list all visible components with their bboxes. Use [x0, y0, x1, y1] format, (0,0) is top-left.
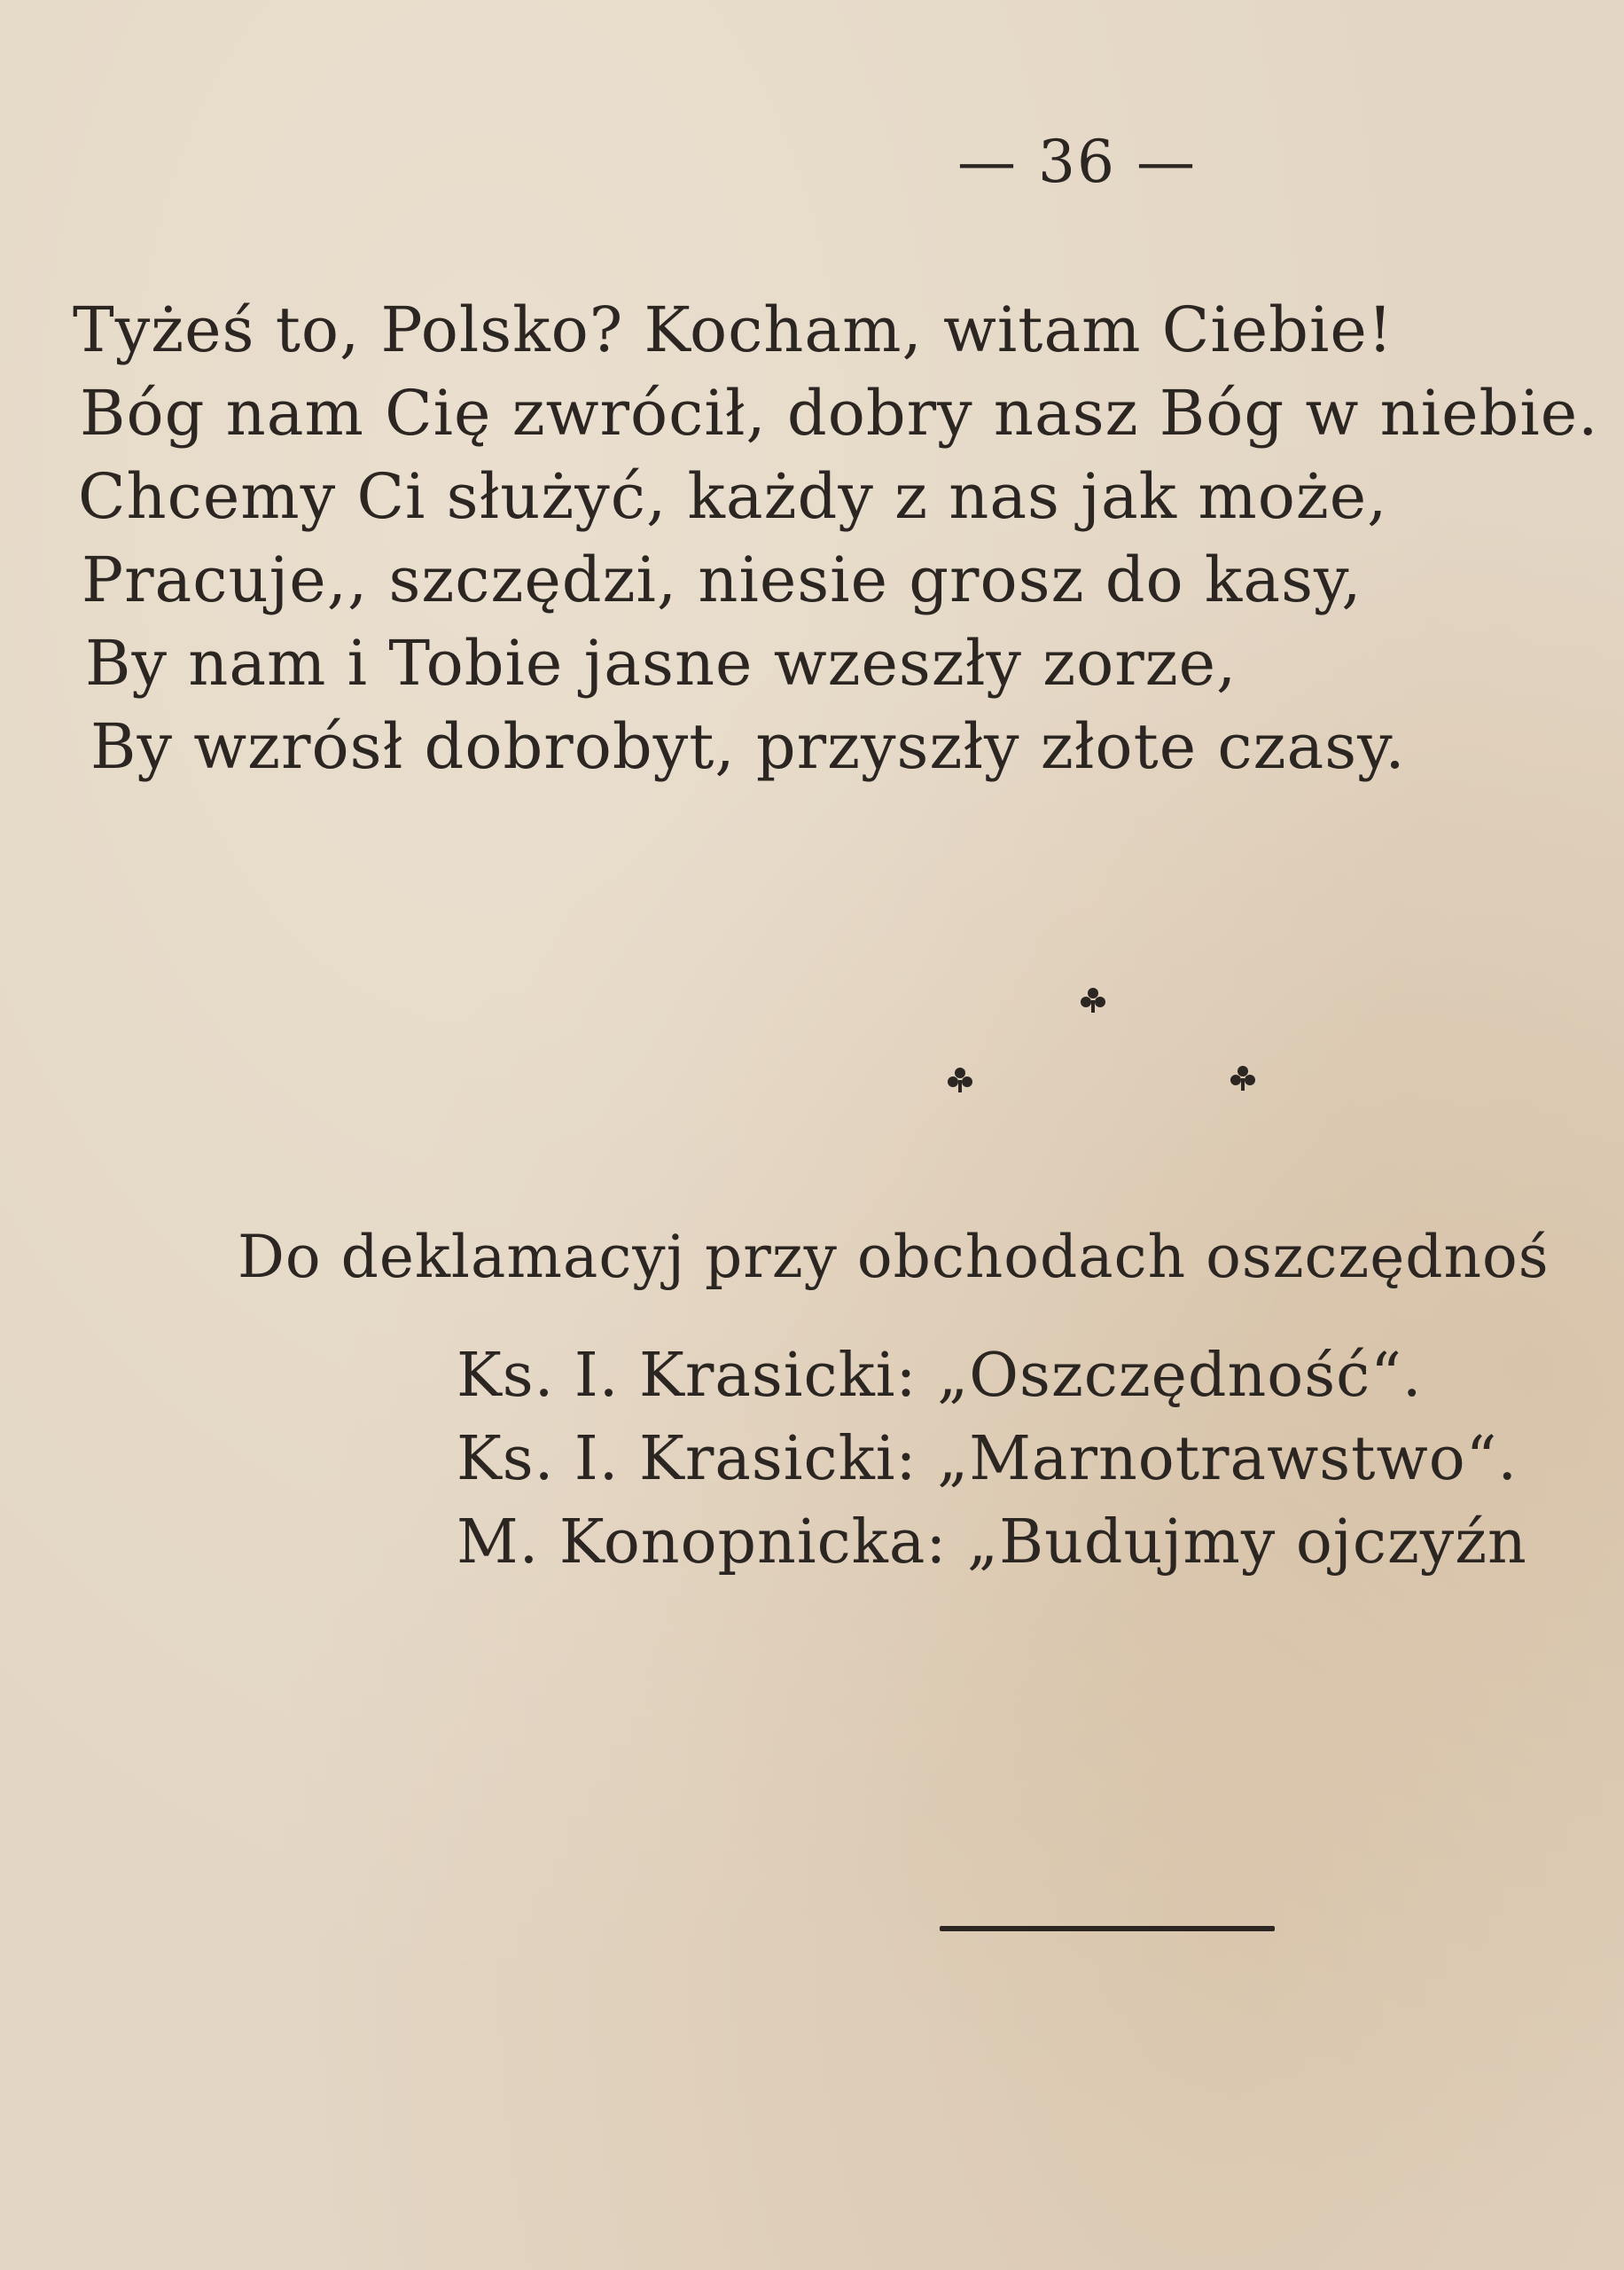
poem-stanza: [73, 288, 1615, 788]
page-number: — 36 —: [957, 128, 1197, 196]
declamation-item: Ks. I. Krasicki: „Oszczędność“.: [457, 1341, 1423, 1411]
poem-line: By wzrósł dobrobyt, przyszły złote czasy.: [90, 710, 1406, 783]
poem-line: By nam i Tobie jasne wzeszły zorze,: [85, 627, 1238, 700]
declamation-heading: Do deklamacyj przy obchodach oszczędnoś: [238, 1223, 1550, 1291]
end-rule-divider: [940, 1926, 1275, 1931]
declamation-item: M. Konopnicka: „Budujmy ojczyźn: [457, 1507, 1527, 1577]
declamation-item: Ks. I. Krasicki: „Marnotrawstwo“.: [457, 1424, 1519, 1494]
declamation-list: [457, 1335, 1527, 1585]
poem-line: Tyżeś to, Polsko? Kocham, witam Ciebie!: [73, 294, 1394, 366]
poem-line: Chcemy Ci służyć, każdy z nas jak może,: [78, 460, 1388, 533]
poem-line: Bóg nam Cię zwrócił, dobry nasz Bóg w niebie.: [80, 377, 1599, 450]
three-asterism-icon: [931, 975, 1285, 1117]
poem-line: Pracuje,, szczędzi, niesie grosz do kasy,: [82, 544, 1362, 616]
